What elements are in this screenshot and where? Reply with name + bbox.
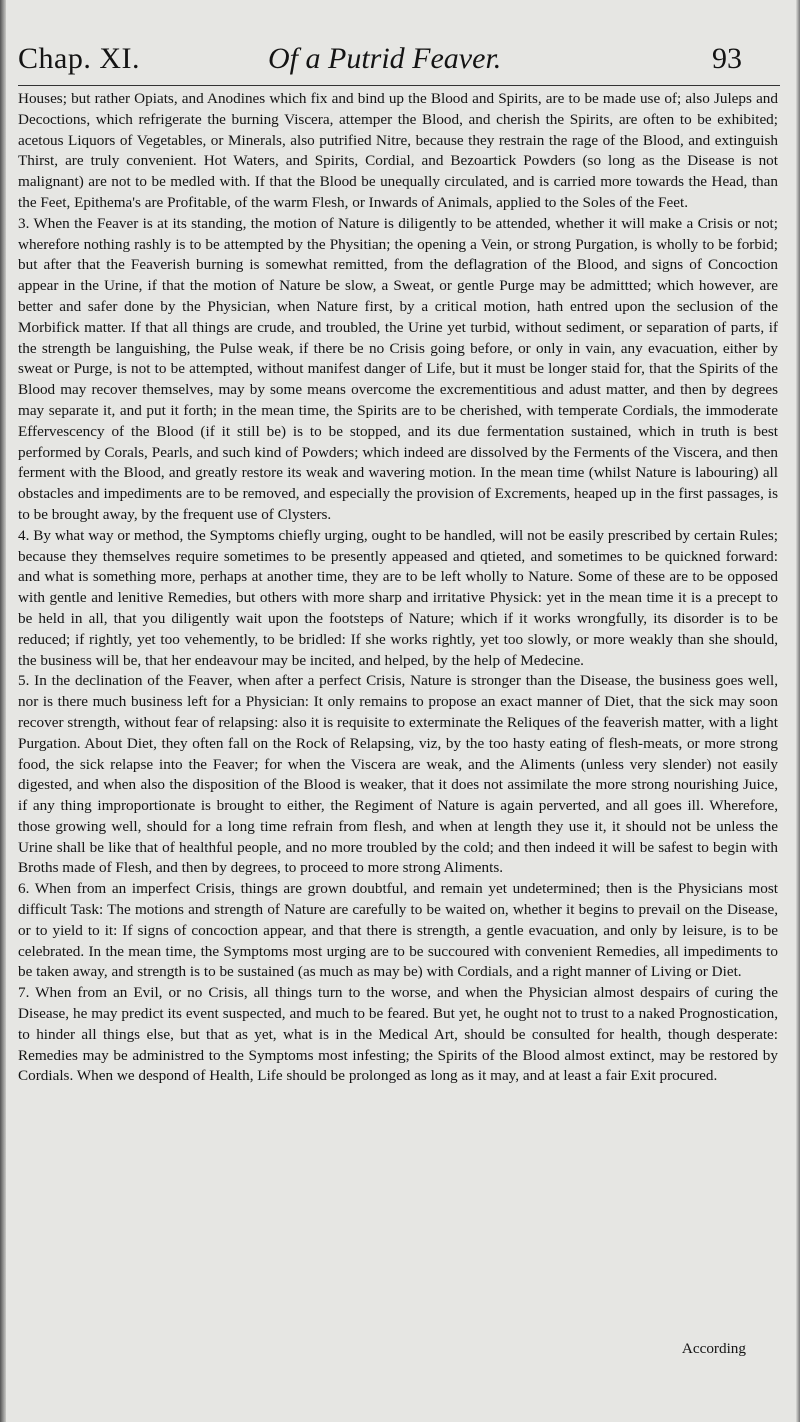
paragraph-7: 7. When from an Evil, or no Crisis, all things turn to the worse, and when the Physician almost despairs of curing the Disease, he may predict its event suspected, and much to be feared. But yet, he ought not to trust to a naked Prognostication, to hinder all things else, but that as yet, what is in the Medical Art, should be consulted for health, though desperate: Remedies may be administred to the Symptoms most infesting; the Spirits of the Blood almost extinct, may be restored by Cordials. When we despond of Health, Life should be prolonged as long as it may, and at least a fair Exit procured.: [18, 984, 778, 1085]
header-rule: [18, 85, 780, 86]
catchword: According: [681, 1340, 746, 1357]
running-title: Of a Putrid Feaver.: [268, 42, 502, 75]
running-header: [0, 40, 800, 90]
chapter-label: Chap. XI.: [18, 42, 140, 75]
paragraph-5: 5. In the declination of the Feaver, when after a perfect Crisis, Nature is stronger than the Disease, the business goes well, nor is there much business left for a Physician: It only remains to propose an exact manner of Diet, that the sick may soon recover strength, without fear of relapsing: also it is requisite to exterminate the Reliques of the feaverish matter, with a light Purgation. About Diet, they often fall on the Rock of Relapsing, viz, by the too hasty eating of flesh-meats, or more strong food, the sick relapse into the Feaver; for when the Viscera are weak, and the Aliments (unless very slender) not easily digested, and when also the disposition of the Blood is weaker, that it does not assimilate the more strong nourishing Juice, if any thing improportionate is brought to either, the Regiment of Nature is again perverted, and all goes ill. Wherefore, those growing well, should for a long time refrain from flesh, and when at length they use it, it should not be unless the Urine shall be like that of healthful people, and no more troubled by the cold; and then indeed it will be safest to begin with Broths made of Flesh, and then by degrees, to proceed to more strong Aliments.: [18, 672, 778, 877]
page-number: 93: [712, 42, 742, 75]
page-body: [18, 89, 778, 1087]
paragraph-3: 3. When the Feaver is at its standing, the motion of Nature is diligently to be attended, whether it will make a Crisis or not; wherefore nothing rashly is to be attempted by the Physitian; the opening a Vein, or strong Purgation, is wholly to be forbid; but after that the Feaverish burning is somewhat remitted, from the deflagration of the Blood, and signs of Concoction appear in the Urine, if that the motion of Nature be slow, a Sweat, or gentle Purge may be admittted; which however, are better and safer done by the Physician, when Nature first, by a critical motion, hath entred upon the seclusion of the Morbifick matter. If that all things are crude, and troubled, the Urine yet turbid, without sediment, or separation of parts, if the strength be languishing, the Pulse weak, if there be no Crisis going before, or only in vain, any evacuation, either by sweat or Purge, is not to be attempted, without manifest danger of Life, but it must be longer staid for, that the Spirits of the Blood may recover themselves, may by some means overcome the excrementitious and adust matter, and then by degrees may separate it, and put it forth; in the mean time, the Spirits are to be cherished, with temperate Cordials, the immoderate Effervescency of the Blood (if it still be) is to be stopped, and its due fermentation sustained, which in truth is best performed by Corals, Pearls, and such kind of Powders; which indeed are dissolved by the Ferments of the Viscera, and then ferment with the Blood, and greatly restore its weak and wavering motion. In the mean time (whilst Nature is labouring) all obstacles and impediments are to be removed, and especially the provision of Excrements, heaped up in the first passages, is to be brought away, by the frequent use of Clysters.: [18, 214, 778, 523]
paragraph-6: 6. When from an imperfect Crisis, things are grown doubtful, and remain yet undetermined; then is the Physicians most difficult Task: The motions and strength of Nature are carefully to be waited on, whether it begins to prevail on the Disease, or to yield to it: If signs of concoction appear, and that there is strength, a gentle evacuation, and only by leisure, is to be celebrated. In the mean time, the Symptoms most urging are to be succoured with convenient Remedies, all impediments to be taken away, and strength is to be sustained (as much as may be) with Cordials, and a right manner of Living or Diet.: [18, 880, 778, 981]
paragraph-4: 4. By what way or method, the Symptoms chiefly urging, ought to be handled, will not be easily prescribed by certain Rules; because they themselves require sometimes to be presently appeased and qtieted, and sometimes to be quickned forward: and what is something more, perhaps at another time, they are to be left wholly to Nature. Some of these are to be opposed with gentle and lenitive Remedies, but others with more sharp and irritative Physick: yet in the mean time it is a precept to be held in all, that you diligently wait upon the footsteps of Nature; which if it works wrongfully, its disorder is to be reduced; if rightly, yet too vehemently, to be bridled: If she works rightly, yet too slowly, or more weakly than she should, the business will be, that her endeavour may be incited, and helped, by the help of Medecine.: [18, 526, 778, 669]
paragraph-continuation: Houses; but rather Opiats, and Anodines which fix and bind up the Blood and Spirits, are to be made use of; also Juleps and Decoctions, which refrigerate the burning Viscera, attemper the Blood, and cherish the Spirits, are often to be exhibited; acetous Liquors of Vegetables, or Minerals, also putrified Nitre, because they restrain the rage of the Blood, and extinguish Thirst, are truly convenient. Hot Waters, and Spirits, Cordial, and Bezoartick Powders (so long as the Disease is not malignant) are not to be medled with. If that the Blood be unequally circulated, and is carried more towards the Head, than the Feet, Epithema's are Profitable, of the warm Flesh, or Inwards of Animals, applied to the Soles of the Feet.: [18, 90, 778, 211]
